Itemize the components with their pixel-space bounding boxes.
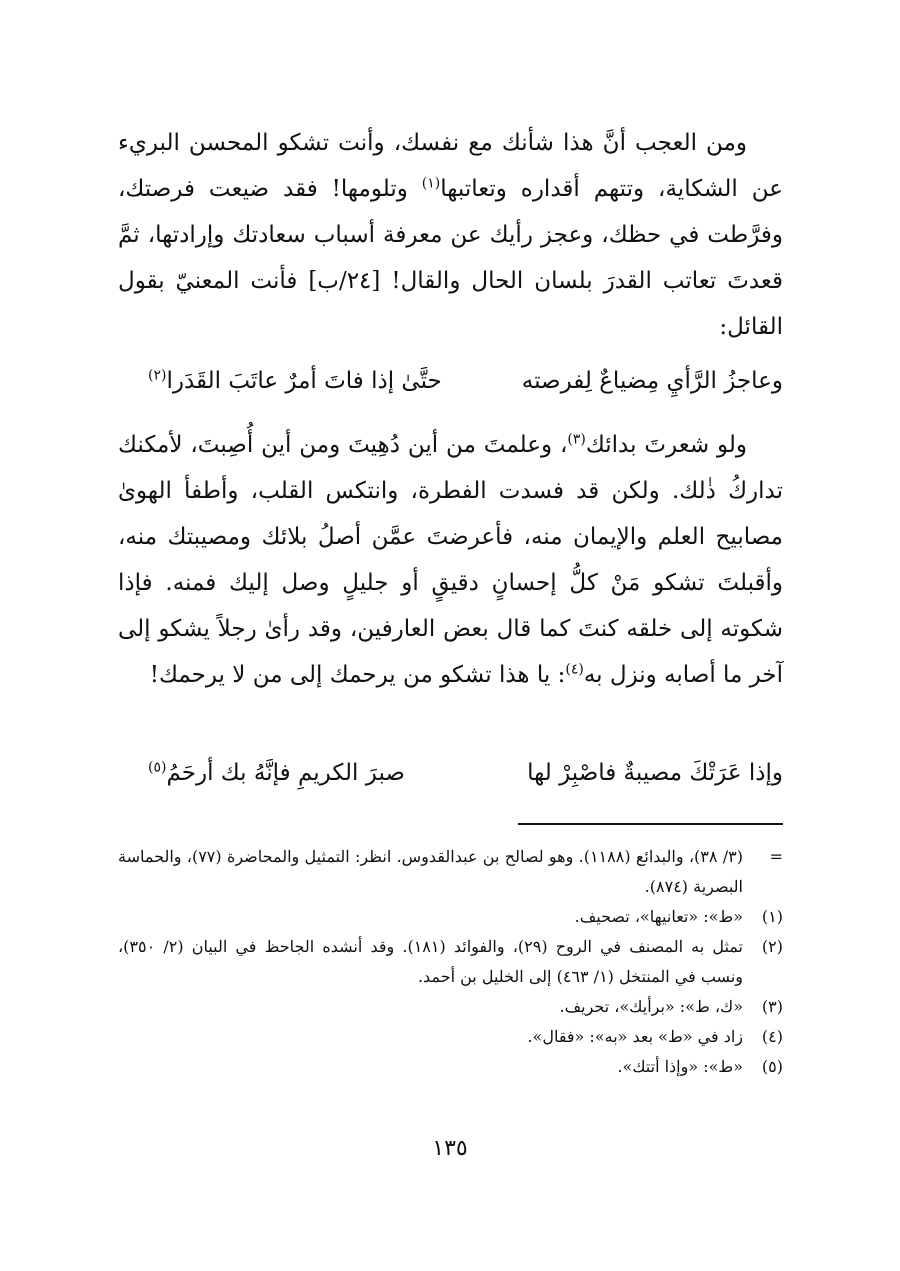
main-text: [118, 120, 783, 350]
paragraph-2-text-b: ، وعلمتَ من أين دُهِيتَ ومن أين أُصِبتَ، لأمكنك تداركُ ذٰلك. ولكن قد فسدت الفطرة، وانتكس القلب، وأطفأ الهوىٰ مصابيح العلم والإيمان منه، فأعرضتَ عمَّن أصلُ بلائك ومصيبتك منه، وأقبلتَ تشكو مَنْ كلُّ إحسانٍ دقيقٍ أو جليلٍ وصل إليك فمنه. فإذا شكوته إلى خلقه كنتَ كما قال بعض العارفين، وقد رأىٰ رجلاً يشكو إلى آخر ما أصابه ونزل به: [118, 432, 783, 688]
footnote-ref-1: (١): [421, 175, 441, 192]
footnote-marker: (٣): [761, 997, 783, 1016]
verse-1: [118, 358, 783, 404]
verse-2-second-hemistich: [148, 750, 405, 796]
paragraph-1-continuation: وتلومها! فقد ضيعت فرصتك، وفرَّطت في حظك، وعجز رأيك عن معرفة أسباب سعادتك وإرادتها، ثمَّ قعدتَ تعاتب القدرَ بلسان الحال والقال! [٢٤/ب] فأنت المعنيّ بقول القائل:: [118, 176, 784, 340]
footnote-marker: (٢): [761, 937, 783, 956]
paragraph-2-text-c: : يا هذا تشكو من يرحمك إلى من لا يرحمك!: [149, 662, 566, 688]
footnote-1: [118, 902, 783, 932]
verse-2-first-hemistich: وإذا عَرَتْكَ مصيبةٌ فاصْبِرْ لها: [527, 760, 783, 786]
footnote-ref-5: (٥): [148, 759, 167, 776]
footnote-continued: [118, 842, 783, 902]
footnote-marker: (٥): [761, 1057, 783, 1076]
footnotes: [118, 842, 783, 1082]
footnote-5: [118, 1052, 783, 1082]
verse-2-second-text: صبرَ الكريمِ فإنَّهُ بك أرحَمُ: [166, 760, 405, 786]
footnote-text: «ط»: «تعانيها»، تصحيف.: [574, 907, 743, 926]
verse-1-second-text: حتَّىٰ إذا فاتَ أمرٌ عاتَبَ القَدَرا: [166, 368, 442, 394]
verse-2: [118, 750, 783, 796]
footnote-text: «ط»: «وإذا أتتك».: [617, 1057, 743, 1076]
paragraph-1: [118, 120, 783, 350]
paragraph-1-text: ومن العجب أنَّ هذا شأنك مع نفسك، وأنت تشكو المحسن البريء عن الشكاية، وتتهم أقداره وتعاتبها: [118, 130, 783, 202]
verse-1-second-hemistich: [148, 358, 442, 404]
footnote-marker: =: [769, 847, 783, 866]
page-number: ١٣٥: [432, 1136, 468, 1161]
footnote-ref-2: (٢): [148, 367, 167, 384]
verse-1-first-hemistich: وعاجزُ الرَّأيِ مِضياعٌ لِفرصته: [521, 368, 783, 394]
footnote-separator: [518, 823, 783, 825]
footnote-ref-4: (٤): [565, 661, 584, 678]
footnote-text: «ك، ط»: «برأيك»، تحريف.: [559, 997, 743, 1016]
footnote-3: [118, 992, 783, 1022]
main-text-2: [118, 422, 783, 698]
footnote-text: (٣/ ٣٨)، والبدائع (١١٨٨). وهو لصالح بن عبدالقدوس. انظر: التمثيل والمحاضرة (٧٧)، والحماسة البصرية (٨٧٤).: [118, 847, 743, 896]
footnote-marker: (٤): [761, 1027, 783, 1046]
footnote-ref-3: (٣): [567, 431, 586, 448]
footnote-text: تمثل به المصنف في الروح (٢٩)، والفوائد (١٨١). وقد أنشده الجاحظ في البيان (٢/ ٣٥٠)، ونسب في المنتخل (١/ ٤٦٣) إلى الخليل بن أحمد.: [118, 937, 744, 986]
paragraph-2-text-a: ولو شعرتَ بدائك: [585, 432, 747, 458]
footnote-text: زاد في «ط» بعد «به»: «فقال».: [527, 1027, 743, 1046]
footnote-marker: (١): [761, 907, 783, 926]
paragraph-2: [118, 422, 783, 698]
footnote-2: [118, 932, 783, 992]
footnote-4: [118, 1022, 783, 1052]
